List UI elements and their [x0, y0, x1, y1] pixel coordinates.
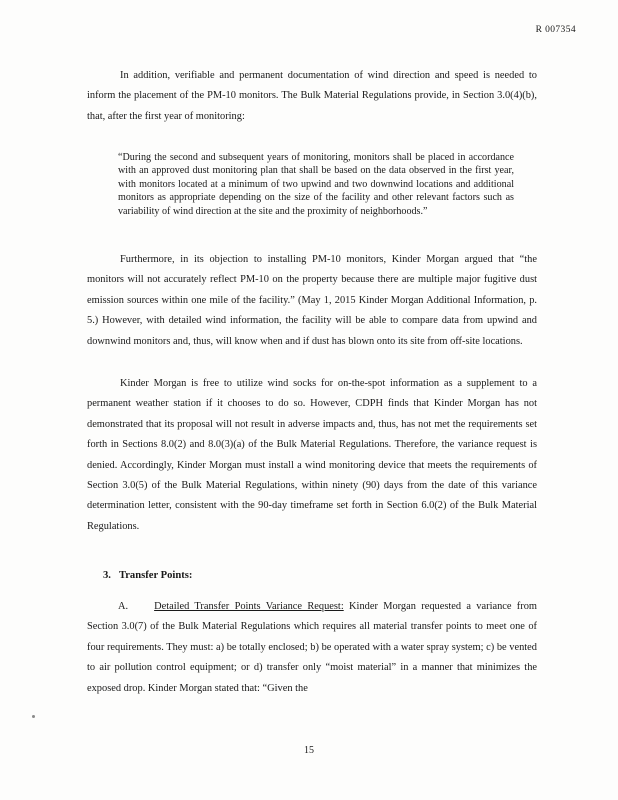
subsection-text: Kinder Morgan requested a variance from Section 3.0(7) of the Bulk Material Regulations which requires all material transfer points to meet one of four requirements. They must: a) be totally enclosed; b) be operated with a water spray system; c) be vented to air pollution control equipment; or d) transfer only “moist material” in a manner that minimizes the exposed drop. Kinder Morgan stated that: “Given the — [87, 601, 537, 694]
paragraph-objection: Furthermore, in its objection to installing PM-10 monitors, Kinder Morgan argued that “the monitors will not accurately reflect PM-10 on the property because there are multiple major fugitive dust emission sources within one mile of the facility.” (May 1, 2015 Kinder Morgan Additional Information, p. 5.) However, with detailed wind information, the facility will be able to compare data from upwind and downwind monitors and, thus, will know when and if dust has blown onto its site from off-site locations. — [87, 254, 537, 347]
section-title: Transfer Points: — [118, 570, 193, 581]
bates-number: R 007354 — [535, 25, 576, 35]
subsection-letter: A. — [118, 601, 129, 612]
section-number: 3. — [103, 570, 111, 581]
subsection-title: Detailed Transfer Points Variance Request: — [154, 601, 344, 612]
paragraph-wind-documentation: In addition, verifiable and permanent documentation of wind direction and speed is needed to inform the placement of the PM-10 monitors. The Bulk Material Regulations provide, in Section 3.0(4)(b), that, after the first year of monitoring: — [87, 70, 537, 122]
block-quote-regulation: “During the second and subsequent years of monitoring, monitors shall be placed in accordance with an approved dust monitoring plan that shall be based on the data observed in the first year, with monitors located at a minimum of two upwind and two downwind locations and additional monitors as appropriate depending on the size of the facility and other relevant factors such as variability of wind direction at the site and the proximity of neighborhoods.” — [118, 152, 514, 217]
scan-speck — [32, 715, 35, 718]
section-heading-transfer-points — [103, 570, 192, 581]
paragraph-variance-denied: Kinder Morgan is free to utilize wind socks for on-the-spot information as a supplement to a permanent weather station if it chooses to do so. However, CDPH finds that Kinder Morgan has not demonstrated that its proposal will not result in adverse impacts and, thus, has not met the requirements set forth in Sections 8.0(2) and 8.0(3)(a) of the Bulk Material Regulations. Therefore, the variance request is denied. Accordingly, Kinder Morgan must install a wind monitoring device that meets the requirements of Section 3.0(5) of the Bulk Material Regulations, within ninety (90) days from the date of this variance determination letter, consistent with the 90-day timeframe set forth in Section 6.0(2) of the Bulk Material Regulations. — [87, 378, 537, 532]
paragraph-transfer-points-request — [87, 597, 537, 699]
page-number: 15 — [304, 745, 314, 756]
